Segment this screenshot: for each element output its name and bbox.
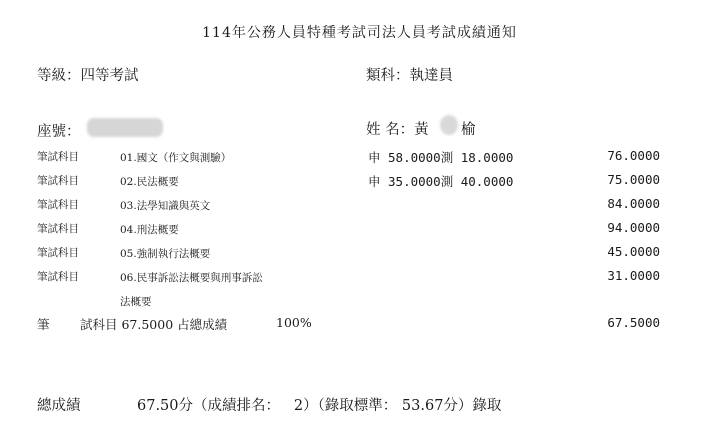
exam-category: 類科：執達員 — [366, 68, 453, 84]
summary-label-b: 試科目 67.5000 占總成績 — [80, 317, 228, 332]
summary-percent: 100% — [276, 315, 312, 330]
exam-grade: 等級：四等考試 — [37, 68, 139, 84]
notice-title: 114年公務人員特種考試司法人員考試成績通知 — [202, 25, 517, 41]
subject-type: 筆試科目 — [37, 223, 79, 235]
subject-type: 筆試科目 — [37, 199, 79, 211]
total-score-text: 67.50分（成績排名： 2）（錄取標準： 53.67分）錄取 — [137, 398, 502, 414]
subject-name: 01.國文（作文與測驗） — [120, 152, 232, 164]
subject-score: 76.0000 — [607, 148, 660, 163]
subject-score: 94.0000 — [607, 220, 660, 235]
subject-score: 84.0000 — [607, 196, 660, 211]
subject-name-continuation: 法概要 — [120, 296, 152, 308]
candidate-name-label: 姓 名：黃 — [366, 122, 429, 138]
subject-name: 02.民法概要 — [120, 176, 179, 188]
subject-name: 05.強制執行法概要 — [120, 248, 211, 260]
seat-number-redaction — [87, 118, 163, 137]
summary-label-a: 筆 — [37, 317, 50, 332]
subject-type: 筆試科目 — [37, 151, 79, 163]
subject-name: 06.民事訴訟法概要與刑事訴訟 — [120, 272, 263, 284]
candidate-name-last-char: 榆 — [461, 122, 476, 138]
subject-type: 筆試科目 — [37, 271, 79, 283]
subject-score: 75.0000 — [607, 172, 660, 187]
total-label: 總成績 — [37, 398, 81, 414]
subject-type: 筆試科目 — [37, 175, 79, 187]
subject-name: 04.刑法概要 — [120, 224, 179, 236]
summary-score: 67.5000 — [607, 315, 660, 330]
seat-number-label: 座號： — [37, 124, 81, 140]
subject-detail: 申 35.0000測 40.0000 — [368, 174, 514, 189]
subject-score: 45.0000 — [607, 244, 660, 259]
subject-score: 31.0000 — [607, 268, 660, 283]
subject-type: 筆試科目 — [37, 247, 79, 259]
subject-name: 03.法學知識與英文 — [120, 200, 211, 212]
subject-detail: 申 58.0000測 18.0000 — [368, 150, 514, 165]
candidate-name-redaction — [440, 115, 458, 135]
